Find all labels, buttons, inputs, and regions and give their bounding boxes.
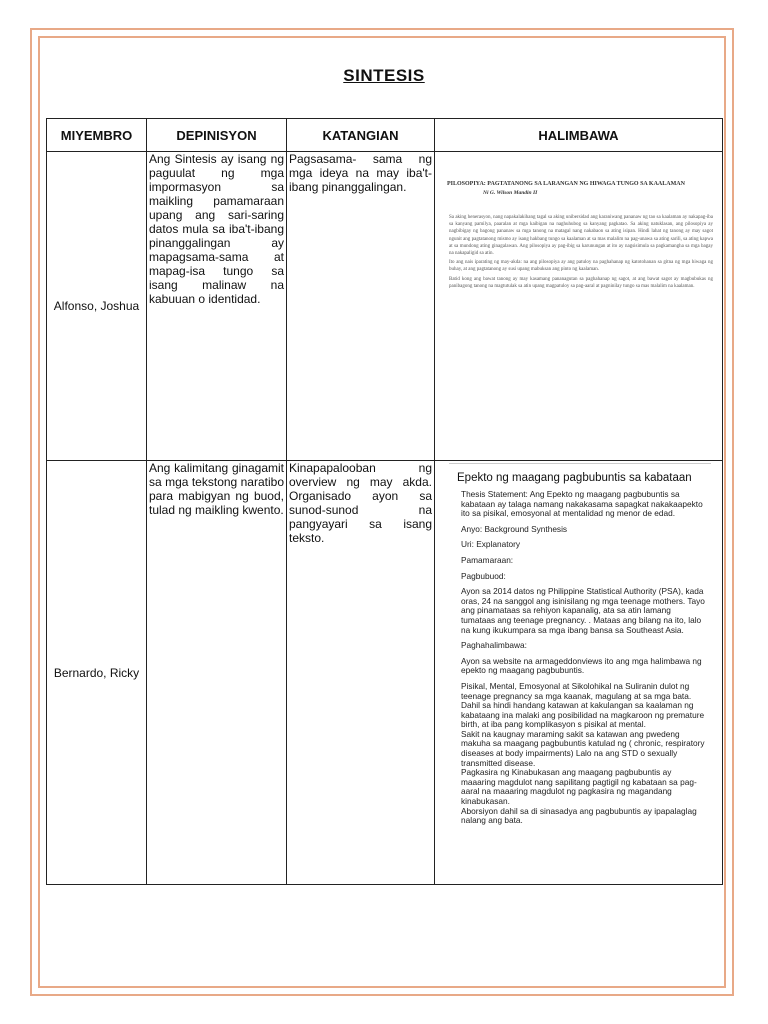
example-body [449,214,713,290]
example-paragraph: Ito ang nais iparating ng may-akda: na ang pilosopiya ay ang patuloy na paghahanap ng katotohanan sa gitna ng mga hiwaga ng buhay, at ang pagtatanong ay susi upang mabuksan ang pinto ng kaalaman. [449,260,713,273]
column-header-depinisyon: DEPINISYON [147,119,287,152]
example-paragraph: Batid kong ang bawat tanong ay may kasamang pananagutan sa paghahanap ng sagot, at ang bawat sagot ay magbubukas ng panibagong tanong na magtutulak sa atin upang magpatuloy sa pag-aaral at pagninilay tungo sa mas malalim na kaalaman. [449,276,713,289]
table-row [47,152,723,461]
example-paragraph: Thesis Statement: Ang Epekto ng maagang pagbubuntis sa kabataan ay talaga namang nakakasama sapagkat nakakaapekto ito sa pisikal, emosyonal at mentalidad ng menor de edad. [461,489,703,519]
table-row [47,461,723,885]
example-paragraph: Pagbubuod: [461,570,506,581]
column-header-katangian: KATANGIAN [287,119,435,152]
member-name: Alfonso, Joshua [53,299,140,313]
example-body [449,490,711,826]
example-paragraph: Pisikal, Mental, Emosyonal at Sikolohikal na Suliranin dulot ng teenage pregnancy sa mga kaanak, magulang at sa mga bata. Dahil sa hindi handang katawan at kakulangan sa kaalaman ng kabataang ina malaki ang posibilidad na magkaroon ng premature birth, at iba pang komplikasyon s pisikal at mental. [461,680,705,730]
example-document-image [443,160,719,460]
column-header-miyembro: MIYEMBRO [47,119,147,152]
synthesis-table [46,118,723,885]
example-paragraph: Pagkasira ng Kinabukasan ang maagang pagbubuntis ay maaaring magdulot nang sapilitang pagtigil ng kabataan sa pag-aaral na maaaring magdulot ng pagkasira ng magandang kinabukasan. [461,767,697,807]
definition-text: Ang Sintesis ay isang ng paguulat ng mga impormasyon sa maikling pamamaraan upang ang sari-saring datos mula sa iba't-ibang pinanggalingan ay mapagsama-sama at mapag-isa tungo sa isang malinaw na kabuuan o identidad. [149,152,284,306]
example-paragraph: Pamamaraan: [461,554,514,565]
page-title: SINTESIS [343,66,425,85]
example-paragraph: Uri: Explanatory [461,539,521,550]
characteristic-text: Kinapapalooban ng overview ng may akda. Organisado ayon sa sunod-sunod na pangyayari sa isang teksto. [289,461,432,545]
example-author: Ni G. Wilson Mandin II [483,190,538,196]
definition-cell [147,152,287,461]
member-cell [47,461,147,885]
example-paragraph: Aborsiyon dahil sa di sinasadya ang pagbubuntis ay ipapalaglag nalang ang bata. [461,805,697,826]
table-header-row [47,119,723,152]
example-paragraph: Paghahalimbawa: [461,640,527,651]
example-paragraph: Anyo: Background Synthesis [461,523,568,534]
characteristic-cell [287,461,435,885]
definition-text: Ang kalimitang ginagamit sa mga tekstong naratibo para mabigyan ng buod, tulad ng maikling kwento. [149,461,284,517]
characteristic-text: Pagsasama- sama ng mga ideya na may iba't- ibang pinanggalingan. [289,152,432,194]
example-paragraph: Ayon sa website na armageddonviews ito ang mga halimbawa ng epekto ng maagang pagbubuntis. [461,655,702,676]
definition-cell [147,461,287,885]
example-screenshot-image [449,463,711,826]
example-paragraph: Ayon sa 2014 datos ng Philippine Statistical Authority (PSA), kada oras, 24 na sanggol ang isinisilang ng mga teenage mothers. Tayo ang pinamataas sa rehiyon kapanalig, ata sa atin lamang tumataas ang teenage pregnancy. . Mataas ang bilang na ito, lalo na kung ikukumpara sa mga ibang bansa sa Southeast Asia. [461,586,705,635]
example-paragraph: Sa aking henerasyon, nang napakalakihang tagal sa aking unibersidad ang karaniwang pananaw ng tao sa kaalaman ay nakapag-iba sa kanyang pamilya, paaralan at mga kaibigan na naghuhubog sa kanyang pagkatao. Sa aking natuklasan, ang pilosopiya ay nagbibigay ng bagong pananaw sa mga tanong na matagal nang nakabaon sa ating isipan. Hindi lahat ng tanong ay may sagot ngunit ang pagtatanong mismo ay isang hakbang tungo sa kaalaman at sa mas malalim na pag-unawa sa ating sarili, sa ating kapwa at sa mundong ating ginagalawan. Ang pilosopiya ay pag-ibig sa karunungan at ito ay nagsisimula sa pagkamangha sa mga bagay na nakapaligid sa atin. [449,215,713,257]
member-cell [47,152,147,461]
example-title: PILOSOPIYA: PAGTATANONG SA LARANGAN NG HIWAGA TUNGO SA KAALAMAN [447,181,685,187]
example-title: Epekto ng maagang pagbubuntis sa kabataan [449,463,711,490]
member-name: Bernardo, Ricky [53,665,140,680]
column-header-halimbawa: HALIMBAWA [435,119,723,152]
characteristic-cell [287,152,435,461]
example-cell [435,461,723,885]
example-paragraph: Sakit na kaugnay maraming sakit sa katawan ang pwedeng makuha sa maagang pagbubuntis katulad ng ( chronic, respiratory diseases at body impairments) Lalo na ang STD o sexually transmitted disease. [461,728,705,768]
example-cell [435,152,723,461]
